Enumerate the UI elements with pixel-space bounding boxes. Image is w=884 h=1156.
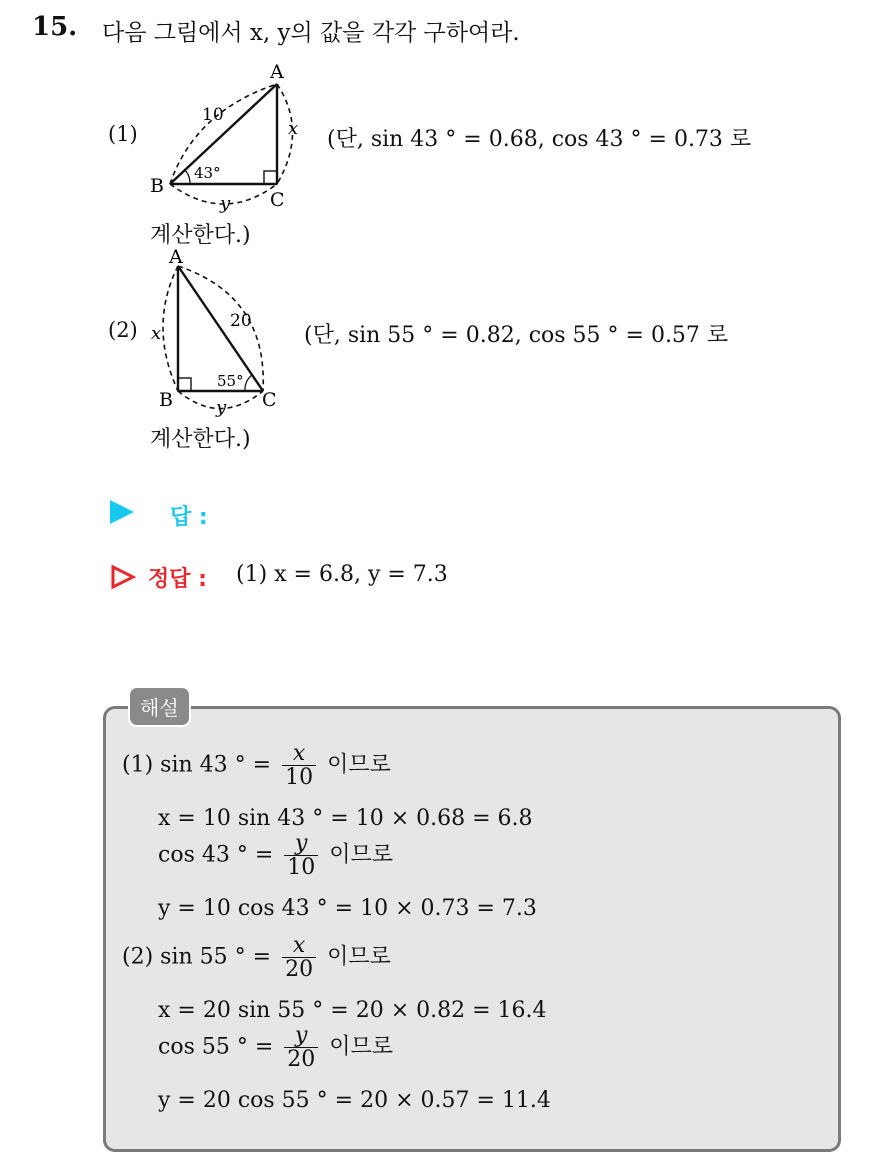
key-answer-text: (1) x = 6.8, y = 7.3: [236, 562, 448, 587]
expl-p2-label: (2): [122, 944, 154, 970]
vertex-b: B: [150, 175, 164, 197]
problem-1-triangle-figure: [140, 56, 315, 216]
expl-p1-l3-tail: 이므로: [329, 842, 394, 868]
question-prompt: 다음 그림에서 x, y의 값을 각각 구하여라.: [102, 20, 520, 46]
angle-arc: [185, 170, 190, 184]
right-angle-mark: [264, 171, 277, 184]
expl-p2-line3: [158, 1024, 393, 1071]
fraction: [282, 742, 316, 789]
side-y-label: y: [216, 397, 227, 418]
angle-arc: [245, 375, 252, 391]
expl-p2-line2: x = 20 sin 55 ° = 20 × 0.82 = 16.4: [158, 998, 547, 1023]
problem-1-label: (1): [108, 122, 138, 146]
side-x-label: x: [288, 118, 299, 139]
denominator: 10: [285, 765, 314, 791]
expl-p1-l3-lhs: cos 43 ° =: [158, 842, 274, 868]
key-arrow-icon: [110, 564, 136, 590]
problem-2-condition: (단, sin 55 ° = 0.82, cos 55 ° = 0.57 로: [304, 323, 729, 348]
right-angle-mark: [178, 378, 191, 391]
vertex-a: A: [169, 246, 183, 268]
numerator: y: [284, 1024, 318, 1048]
answer-label: 답 :: [170, 505, 208, 530]
fraction: [282, 934, 316, 981]
vertex-a: A: [270, 61, 284, 83]
expl-p1-line4: y = 10 cos 43 ° = 10 × 0.73 = 7.3: [158, 896, 537, 921]
answer-arrow-icon: [110, 500, 134, 524]
vertex-c: C: [262, 389, 277, 411]
denominator: 20: [287, 1047, 316, 1073]
denominator: 10: [287, 855, 316, 881]
expl-p2-l3-lhs: cos 55 ° =: [158, 1034, 274, 1060]
fraction: [284, 832, 318, 879]
problem-1-condition: (단, sin 43 ° = 0.68, cos 43 ° = 0.73 로: [327, 127, 752, 152]
numerator: x: [282, 934, 316, 958]
expl-p1-l1-tail: 이므로: [327, 752, 391, 778]
expl-p1-line1: [122, 742, 391, 789]
side-ab: [170, 84, 277, 184]
side-y-label: y: [220, 193, 231, 214]
expl-p2-line4: y = 20 cos 55 ° = 20 × 0.57 = 11.4: [158, 1088, 551, 1113]
side-ab-label: 10: [202, 105, 224, 125]
explanation-tag: 해설: [128, 686, 191, 727]
question-number: 15.: [32, 12, 78, 42]
expl-p1-line2: x = 10 sin 43 ° = 10 × 0.68 = 6.8: [158, 806, 533, 831]
denominator: 20: [285, 957, 314, 983]
expl-p1-l1-lhs: sin 43 ° =: [160, 752, 272, 778]
problem-2-triangle-figure: [148, 246, 288, 426]
numerator: y: [284, 832, 318, 856]
expl-p1-label: (1): [122, 752, 154, 778]
problem-2-label: (2): [108, 318, 138, 342]
side-x-label: x: [151, 323, 162, 344]
expl-p2-line1: [122, 934, 391, 981]
problem-1-condition-cont: 계산한다.): [150, 223, 251, 248]
angle-label: 43°: [194, 164, 221, 182]
expl-p2-l1-lhs: sin 55 ° =: [160, 944, 272, 970]
fraction: [284, 1024, 318, 1071]
side-ac-label: 20: [230, 311, 252, 331]
key-answer-label: 정답 :: [148, 567, 207, 592]
numerator: x: [282, 742, 316, 766]
expl-p2-l1-tail: 이므로: [327, 944, 391, 970]
vertex-c: C: [270, 189, 285, 211]
problem-2-condition-cont: 계산한다.): [150, 427, 251, 452]
angle-label: 55°: [217, 372, 244, 390]
arc-ab: [163, 266, 178, 391]
expl-p2-l3-tail: 이므로: [329, 1034, 394, 1060]
expl-p1-line3: [158, 832, 393, 879]
vertex-b: B: [159, 389, 173, 411]
